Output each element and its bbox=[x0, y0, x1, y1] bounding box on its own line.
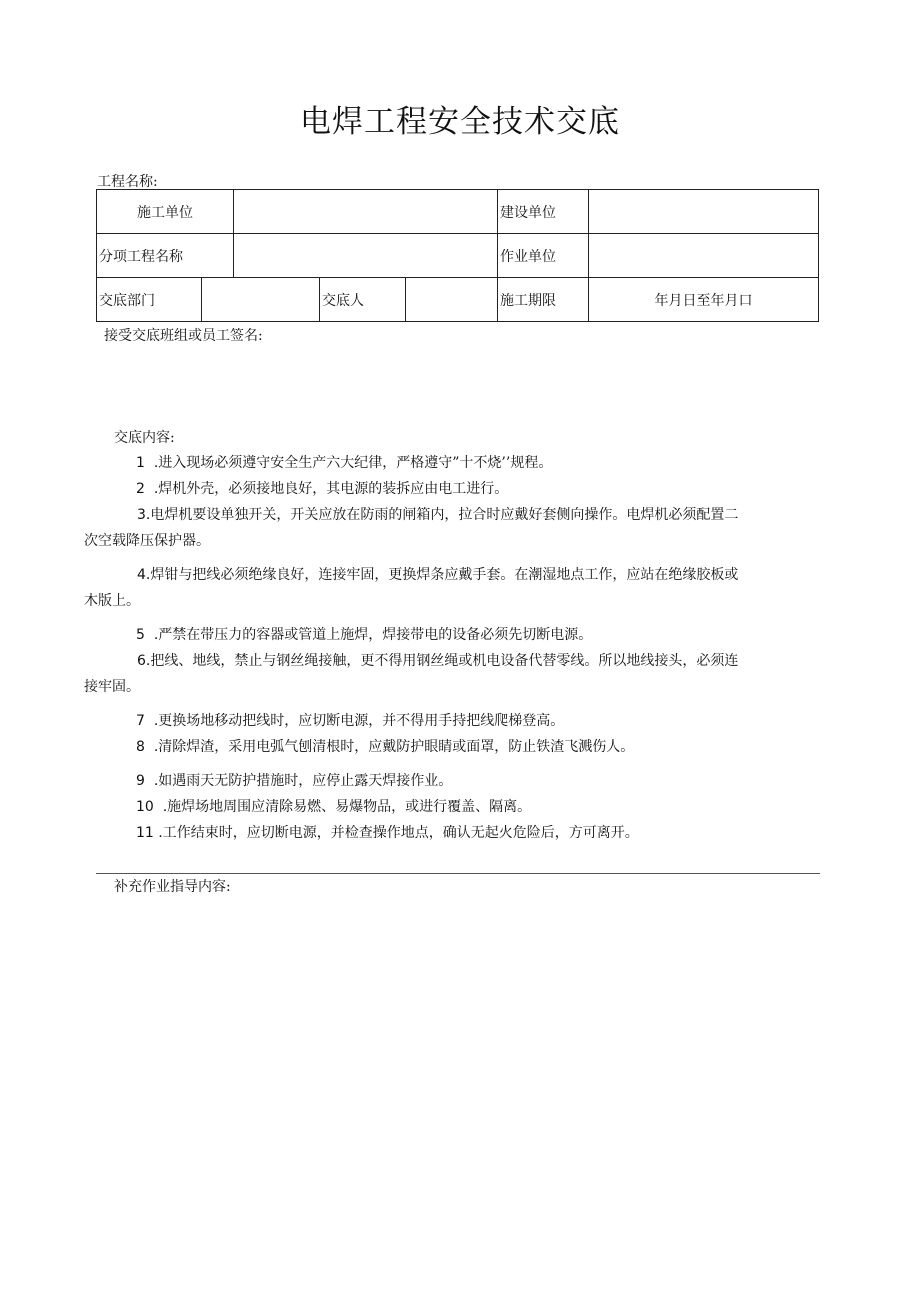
item-number: 2 bbox=[136, 481, 145, 497]
list-item bbox=[84, 562, 809, 588]
list-item bbox=[84, 648, 809, 674]
item-number: 10 bbox=[136, 799, 154, 815]
list-item bbox=[84, 622, 809, 648]
info-table bbox=[96, 189, 819, 322]
item-number: 11 bbox=[136, 825, 154, 841]
operating-unit-label: 作业单位 bbox=[498, 234, 589, 278]
content-list bbox=[84, 450, 809, 846]
supplement-label: 补充作业指导内容: bbox=[114, 879, 231, 895]
item-text: .如遇雨天无防护措施时，应停止露天焊接作业。 bbox=[153, 773, 453, 789]
table-row bbox=[97, 278, 819, 322]
item-number: 6 bbox=[137, 653, 146, 669]
item-number: 4 bbox=[137, 567, 146, 583]
section-divider bbox=[96, 873, 820, 874]
sub-project-name-label: 分项工程名称 bbox=[97, 234, 234, 278]
construction-period-label: 施工期限 bbox=[498, 278, 589, 322]
item-text: .进入现场必须遵守安全生产六大纪律，严格遵守”十不烧’’规程。 bbox=[153, 455, 553, 471]
owner-unit-label: 建设单位 bbox=[498, 190, 589, 234]
item-text: .焊机外壳，必须接地良好，其电源的装拆应由电工进行。 bbox=[153, 481, 509, 497]
item-number: 8 bbox=[136, 739, 145, 755]
item-text: .更换场地移动把线时，应切断电源，并不得用手持把线爬梯登高。 bbox=[153, 713, 565, 729]
page-title: 电焊工程安全技术交底 bbox=[300, 104, 620, 140]
spacer bbox=[84, 700, 809, 708]
list-item bbox=[84, 768, 809, 794]
item-text: .施焊场地周围应清除易燃、易爆物品，或进行覆盖、隔离。 bbox=[162, 799, 532, 815]
discloser-value[interactable] bbox=[406, 278, 498, 322]
list-item bbox=[84, 450, 809, 476]
construction-unit-value[interactable] bbox=[234, 190, 498, 234]
discloser-label: 交底人 bbox=[320, 278, 406, 322]
item-text: .严禁在带压力的容器或管道上施焊，焊接带电的设备必须先切断电源。 bbox=[153, 627, 593, 643]
list-item bbox=[84, 476, 809, 502]
item-text: .工作结束时，应切断电源，并检查操作地点，确认无起火危险后，方可离开。 bbox=[158, 825, 639, 841]
disclosure-dept-label: 交底部门 bbox=[97, 278, 202, 322]
list-item-continuation: 木版上。 bbox=[84, 593, 140, 609]
construction-unit-label: 施工单位 bbox=[97, 190, 234, 234]
item-number: 5 bbox=[136, 627, 145, 643]
owner-unit-value[interactable] bbox=[589, 190, 819, 234]
content-label: 交底内容: bbox=[114, 430, 175, 446]
item-text: .清除焊渣，采用电弧气刨清根时，应戴防护眼睛或面罩，防止铁渣飞溅伤人。 bbox=[153, 739, 635, 755]
list-item-continuation: 次空载降压保护器。 bbox=[84, 533, 210, 549]
item-number: 3 bbox=[137, 507, 146, 523]
item-number: 1 bbox=[136, 455, 145, 471]
list-item bbox=[84, 734, 809, 760]
spacer bbox=[84, 760, 809, 768]
disclosure-dept-value[interactable] bbox=[202, 278, 320, 322]
sub-project-name-value[interactable] bbox=[234, 234, 498, 278]
item-number: 9 bbox=[136, 773, 145, 789]
item-text: .焊钳与把线必须绝缘良好，连接牢固，更换焊条应戴手套。在潮湿地点工作，应站在绝缘胶板或 bbox=[145, 567, 739, 583]
item-text: .把线、地线，禁止与钢丝绳接触，更不得用钢丝绳或机电设备代替零线。所以地线接头，必须连 bbox=[145, 653, 739, 669]
list-item bbox=[84, 708, 809, 734]
item-text: .电焊机要设单独开关，开关应放在防雨的闸箱内，拉合时应戴好套侧向操作。电焊机必须配置二 bbox=[145, 507, 739, 523]
list-item bbox=[84, 820, 809, 846]
project-name-label: 工程名称: bbox=[97, 174, 158, 190]
table-row bbox=[97, 190, 819, 234]
construction-period-value: 年月日至年月口 bbox=[589, 278, 819, 322]
spacer bbox=[84, 614, 809, 622]
table-row bbox=[97, 234, 819, 278]
signature-label: 接受交底班组或员工签名: bbox=[104, 328, 263, 344]
item-number: 7 bbox=[136, 713, 145, 729]
spacer bbox=[84, 554, 809, 562]
operating-unit-value[interactable] bbox=[589, 234, 819, 278]
list-item bbox=[84, 502, 809, 528]
list-item bbox=[84, 794, 809, 820]
list-item-continuation: 接牢固。 bbox=[84, 679, 140, 695]
